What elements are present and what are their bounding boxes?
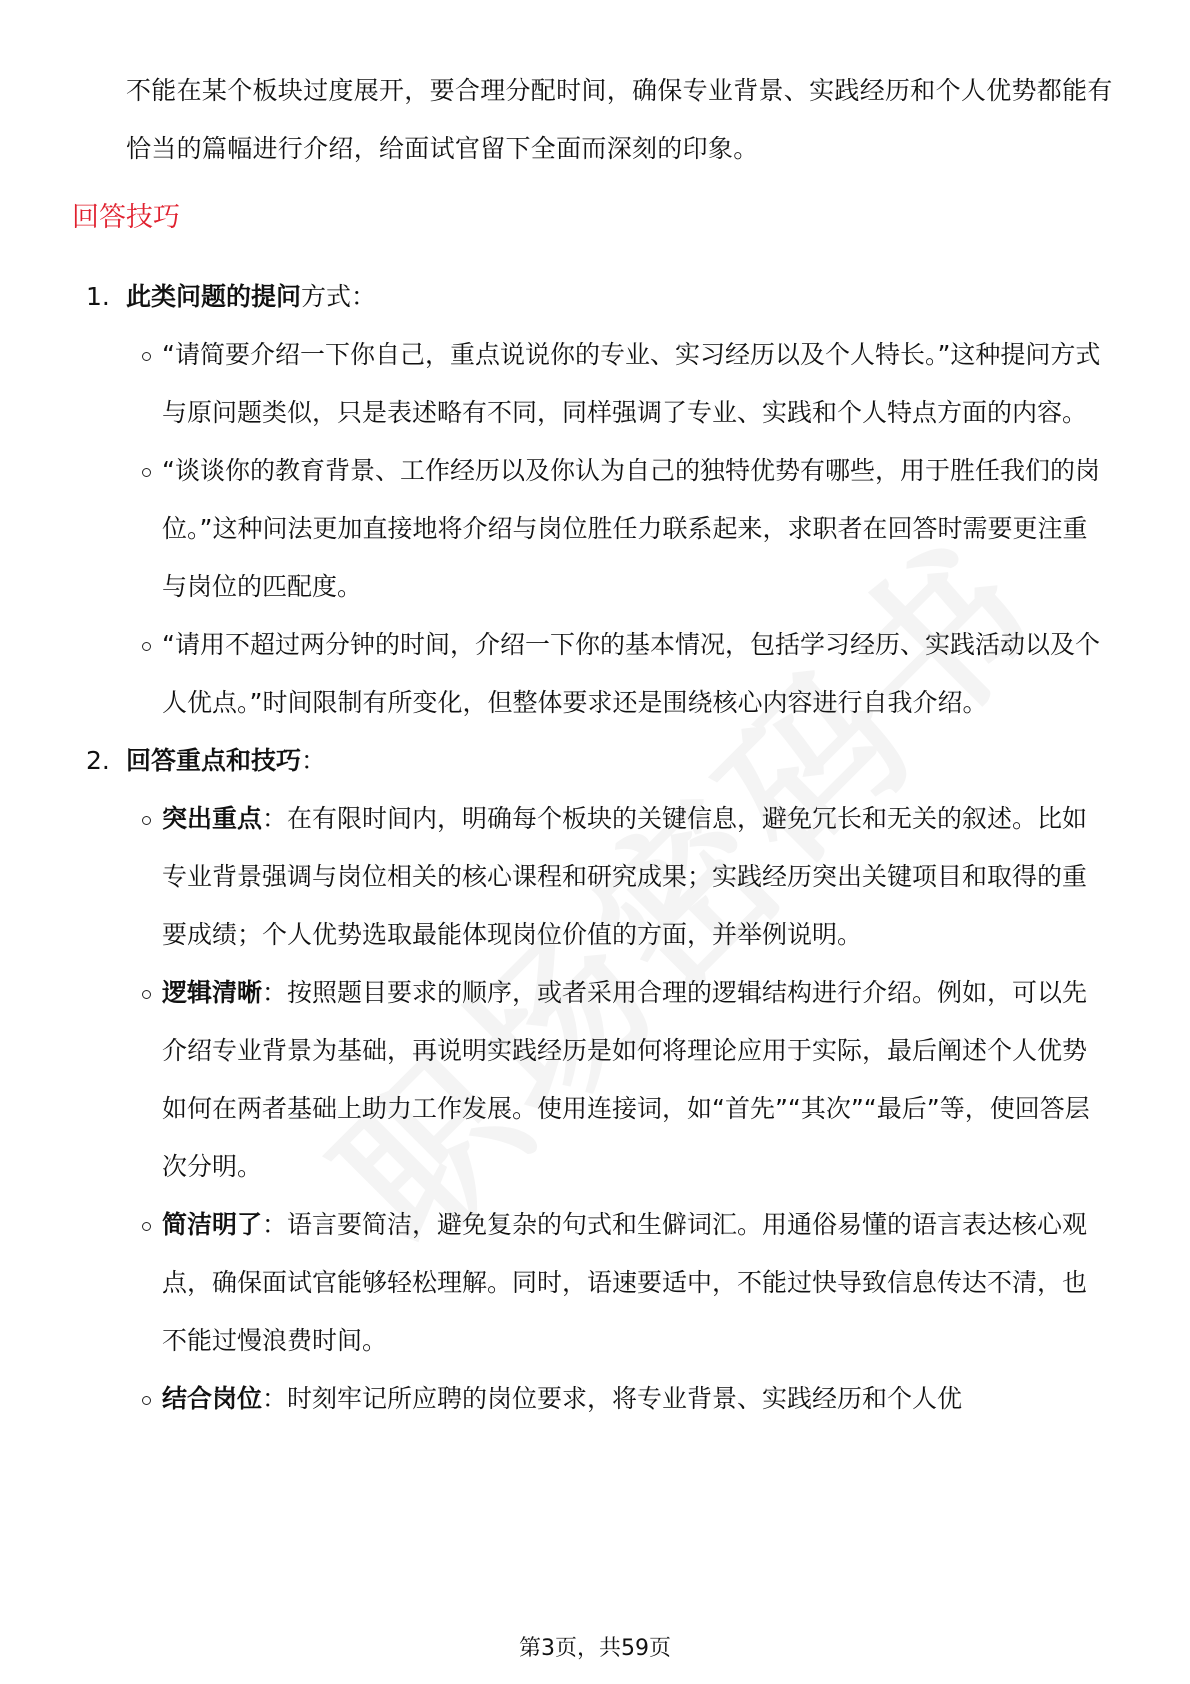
hollow-bullet-icon bbox=[142, 468, 151, 477]
list-item-text: ：在有限时间内，明确每个板块的关键信息，避免冗长和无关的叙述。比如专业背景强调与岗位相关的核心课程和研究成果；实践经历突出关键项目和取得的重要成绩；个人优势选取最能体现岗位价值的方面，并举例说明。 bbox=[162, 804, 1088, 949]
page-number-footer: 第3页，共59页 bbox=[519, 1636, 671, 1661]
numbered-item-2 bbox=[86, 732, 1136, 1428]
hollow-bullet-icon bbox=[142, 642, 151, 651]
item-title-rest: ： bbox=[301, 746, 327, 775]
sub-list bbox=[142, 326, 1136, 732]
list-item-text: ：时刻牢记所应聘的岗位要求，将专业背景、实践经历和个人优 bbox=[262, 1384, 963, 1413]
list-item bbox=[142, 790, 1102, 964]
numbered-item-1 bbox=[86, 268, 1136, 732]
hollow-bullet-icon bbox=[142, 1222, 151, 1231]
item-number: 1. bbox=[86, 282, 110, 311]
list-item-lead: 突出重点 bbox=[162, 804, 263, 833]
numbered-list bbox=[86, 268, 1136, 1428]
hollow-bullet-icon bbox=[142, 816, 151, 825]
item-title-rest: 方式： bbox=[301, 282, 377, 311]
list-item bbox=[142, 616, 1102, 732]
numbered-item-heading bbox=[86, 268, 1136, 326]
sub-list bbox=[142, 790, 1136, 1428]
list-item-text: ：语言要简洁，避免复杂的句式和生僻词汇。用通俗易懂的语言表达核心观点，确保面试官能够轻松理解。同时，语速要适中，不能过快导致信息传达不清，也不能过慢浪费时间。 bbox=[162, 1210, 1088, 1355]
list-item-lead: 逻辑清晰 bbox=[162, 978, 263, 1007]
list-item bbox=[142, 964, 1102, 1196]
item-title-bold: 此类问题的提问 bbox=[126, 282, 302, 311]
list-item bbox=[142, 326, 1102, 442]
list-item bbox=[142, 1370, 1102, 1428]
list-item bbox=[142, 1196, 1102, 1370]
list-item-text: “谈谈你的教育背景、工作经历以及你认为自己的独特优势有哪些，用于胜任我们的岗位。”这种问法更加直接地将介绍与岗位胜任力联系起来，求职者在回答时需要更注重与岗位的匹配度。 bbox=[162, 456, 1100, 601]
item-title-bold: 回答重点和技巧 bbox=[126, 746, 302, 775]
item-number: 2. bbox=[86, 746, 110, 775]
intro-paragraph: 不能在某个板块过度展开，要合理分配时间，确保专业背景、实践经历和个人优势都能有恰当的篇幅进行介绍，给面试官留下全面而深刻的印象。 bbox=[126, 76, 1113, 163]
hollow-bullet-icon bbox=[142, 1396, 151, 1405]
list-item-lead: 结合岗位 bbox=[162, 1384, 263, 1413]
list-item-text: “请简要介绍一下你自己，重点说说你的专业、实习经历以及个人特长。”这种提问方式与原问题类似，只是表述略有不同，同样强调了专业、实践和个人特点方面的内容。 bbox=[162, 340, 1101, 427]
list-item-lead: 简洁明了 bbox=[162, 1210, 263, 1239]
item-title bbox=[126, 268, 376, 326]
list-item-text: “请用不超过两分钟的时间，介绍一下你的基本情况，包括学习经历、实践活动以及个人优点。”时间限制有所变化，但整体要求还是围绕核心内容进行自我介绍。 bbox=[162, 630, 1100, 717]
hollow-bullet-icon bbox=[142, 990, 151, 999]
list-item-text: ：按照题目要求的顺序，或者采用合理的逻辑结构进行介绍。例如，可以先介绍专业背景为基础，再说明实践经历是如何将理论应用于实际，最后阐述个人优势如何在两者基础上助力工作发展。使用连接词，如“首先”“其次”“最后”等，使回答层次分明。 bbox=[162, 978, 1090, 1181]
section-title: 回答技巧 bbox=[72, 202, 180, 233]
hollow-bullet-icon bbox=[142, 352, 151, 361]
list-item bbox=[142, 442, 1102, 616]
numbered-item-heading bbox=[86, 732, 1136, 790]
item-title bbox=[126, 732, 326, 790]
